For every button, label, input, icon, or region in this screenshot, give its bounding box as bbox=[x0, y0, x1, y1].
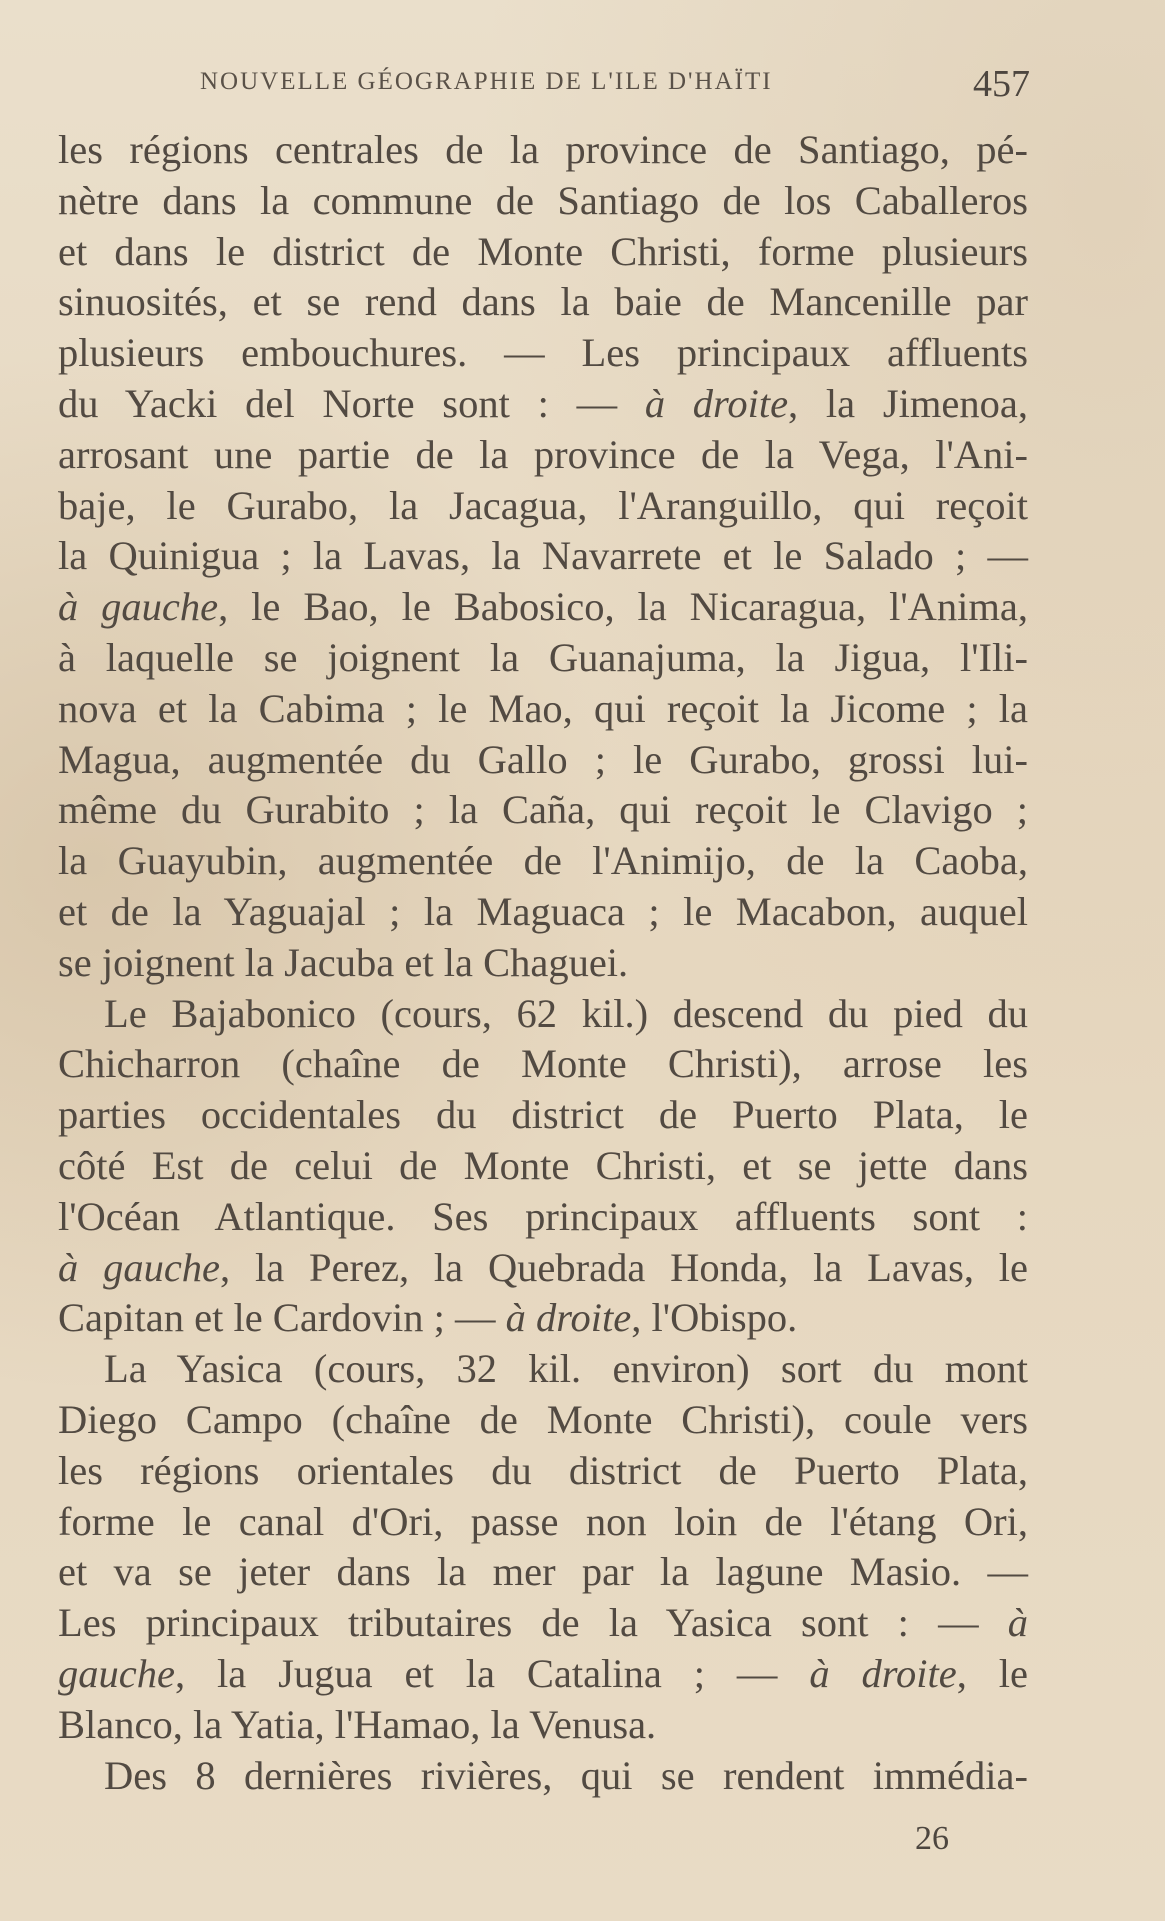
text-segment: nova et la Cabima ; le Mao, qui reçoit la Jicome ; la bbox=[58, 685, 1028, 731]
body-text bbox=[58, 125, 1028, 1801]
text-segment: parties occidentales du district de Puerto Plata, le bbox=[58, 1092, 1028, 1138]
text-segment: à laquelle se joignent la Guanajuma, la Jigua, l'Ili- bbox=[58, 634, 1028, 680]
text-segment: sinuosités, et se rend dans la baie de Mancenille par bbox=[58, 279, 1028, 325]
text-segment: les régions orientales du district de Puerto Plata, bbox=[58, 1447, 1028, 1493]
text-segment: , la Jugua et la Catalina ; — bbox=[174, 1650, 810, 1696]
text-line bbox=[58, 1547, 1028, 1598]
text-segment: , la Perez, la Quebrada Honda, la Lavas, le bbox=[220, 1244, 1028, 1290]
text-line bbox=[58, 1751, 1028, 1802]
text-line bbox=[58, 430, 1028, 481]
text-segment: et va se jeter dans la mer par la lagune Masio. — bbox=[58, 1549, 1028, 1595]
text-segment: Diego Campo (chaîne de Monte Christi), coule vers bbox=[58, 1396, 1028, 1442]
text-line bbox=[58, 277, 1028, 328]
text-line bbox=[58, 227, 1028, 278]
text-segment: du Yacki del Norte sont : — bbox=[58, 380, 645, 426]
text-line bbox=[58, 684, 1028, 735]
text-line bbox=[58, 836, 1028, 887]
text-segment: Magua, augmentée du Gallo ; le Gurabo, grossi lui- bbox=[58, 736, 1028, 782]
page-header bbox=[200, 62, 1030, 112]
text-segment: forme le canal d'Ori, passe non loin de l'étang Ori, bbox=[58, 1498, 1028, 1544]
italic-text: à gauche bbox=[58, 1244, 221, 1290]
text-segment: baje, le Gurabo, la Jacagua, l'Aranguillo, qui reçoit bbox=[58, 482, 1028, 528]
text-segment: Chicharron (chaîne de Monte Christi), arrose les bbox=[58, 1041, 1028, 1087]
text-line bbox=[58, 125, 1028, 176]
italic-text: gauche bbox=[58, 1650, 175, 1696]
text-line bbox=[58, 531, 1028, 582]
text-line bbox=[58, 1700, 1028, 1751]
text-segment: la Quinigua ; la Lavas, la Navarrete et le Salado ; — bbox=[58, 533, 1028, 579]
text-line bbox=[58, 1243, 1028, 1294]
text-segment: Les principaux tributaires de la Yasica sont : — bbox=[58, 1600, 1008, 1646]
text-segment: se joignent la Jacuba et la Chaguei. bbox=[58, 939, 629, 985]
page-number: 457 bbox=[973, 63, 1030, 105]
text-segment: nètre dans la commune de Santiago de los Caballeros bbox=[58, 177, 1028, 223]
text-line bbox=[58, 1141, 1028, 1192]
text-line bbox=[58, 1090, 1028, 1141]
text-line bbox=[58, 989, 1028, 1040]
text-line bbox=[58, 582, 1028, 633]
text-segment: plusieurs embouchures. — Les principaux affluents bbox=[58, 330, 1028, 376]
text-line bbox=[58, 887, 1028, 938]
text-line bbox=[58, 1649, 1028, 1700]
text-line bbox=[58, 735, 1028, 786]
text-line bbox=[58, 1039, 1028, 1090]
text-segment: Des 8 dernières rivières, qui se rendent immédia- bbox=[104, 1752, 1028, 1798]
text-line bbox=[58, 1293, 1028, 1344]
text-segment: même du Gurabito ; la Caña, qui reçoit le Clavigo ; bbox=[58, 787, 1028, 833]
text-segment: et de la Yaguajal ; la Maguaca ; le Macabon, auquel bbox=[58, 888, 1028, 934]
text-line bbox=[58, 1497, 1028, 1548]
text-segment: Capitan et le Cardovin ; — bbox=[58, 1295, 506, 1341]
text-segment: la Guayubin, augmentée de l'Animijo, de la Caoba, bbox=[58, 838, 1028, 884]
text-line bbox=[58, 176, 1028, 227]
italic-text: à droite bbox=[809, 1650, 957, 1696]
text-segment: , le bbox=[956, 1650, 1029, 1696]
text-segment: côté Est de celui de Monte Christi, et se jette dans bbox=[58, 1142, 1028, 1188]
text-line bbox=[58, 1344, 1028, 1395]
text-line bbox=[58, 1446, 1028, 1497]
signature-mark: 26 bbox=[915, 1820, 949, 1857]
text-segment: l'Océan Atlantique. Ses principaux affluents sont : bbox=[58, 1193, 1028, 1239]
text-segment: arrosant une partie de la province de la Vega, l'Ani- bbox=[58, 431, 1028, 477]
text-line bbox=[58, 1192, 1028, 1243]
text-line bbox=[58, 328, 1028, 379]
text-line bbox=[58, 379, 1028, 430]
running-title: NOUVELLE GÉOGRAPHIE DE L'ILE D'HAÏTI bbox=[200, 68, 773, 95]
text-segment: , l'Obispo. bbox=[631, 1295, 798, 1341]
text-line bbox=[58, 1598, 1028, 1649]
text-line bbox=[58, 1395, 1028, 1446]
text-segment: , le Bao, le Babosico, la Nicaragua, l'Anima, bbox=[218, 584, 1028, 630]
text-line bbox=[58, 938, 1028, 989]
italic-text: à droite bbox=[505, 1295, 632, 1341]
text-line bbox=[58, 633, 1028, 684]
italic-text: à droite bbox=[644, 380, 789, 426]
text-line bbox=[58, 481, 1028, 532]
text-segment: , la Jimenoa, bbox=[788, 380, 1028, 426]
text-segment: La Yasica (cours, 32 kil. environ) sort du mont bbox=[104, 1346, 1028, 1392]
text-segment: les régions centrales de la province de Santiago, pé- bbox=[58, 127, 1028, 172]
text-segment: Blanco, la Yatia, l'Hamao, la Venusa. bbox=[58, 1701, 657, 1747]
text-segment: Le Bajabonico (cours, 62 kil.) descend du pied du bbox=[104, 990, 1028, 1036]
text-line bbox=[58, 785, 1028, 836]
text-segment: et dans le district de Monte Christi, forme plusieurs bbox=[58, 228, 1028, 274]
italic-text: à bbox=[1007, 1600, 1028, 1646]
italic-text: à gauche bbox=[58, 584, 219, 630]
